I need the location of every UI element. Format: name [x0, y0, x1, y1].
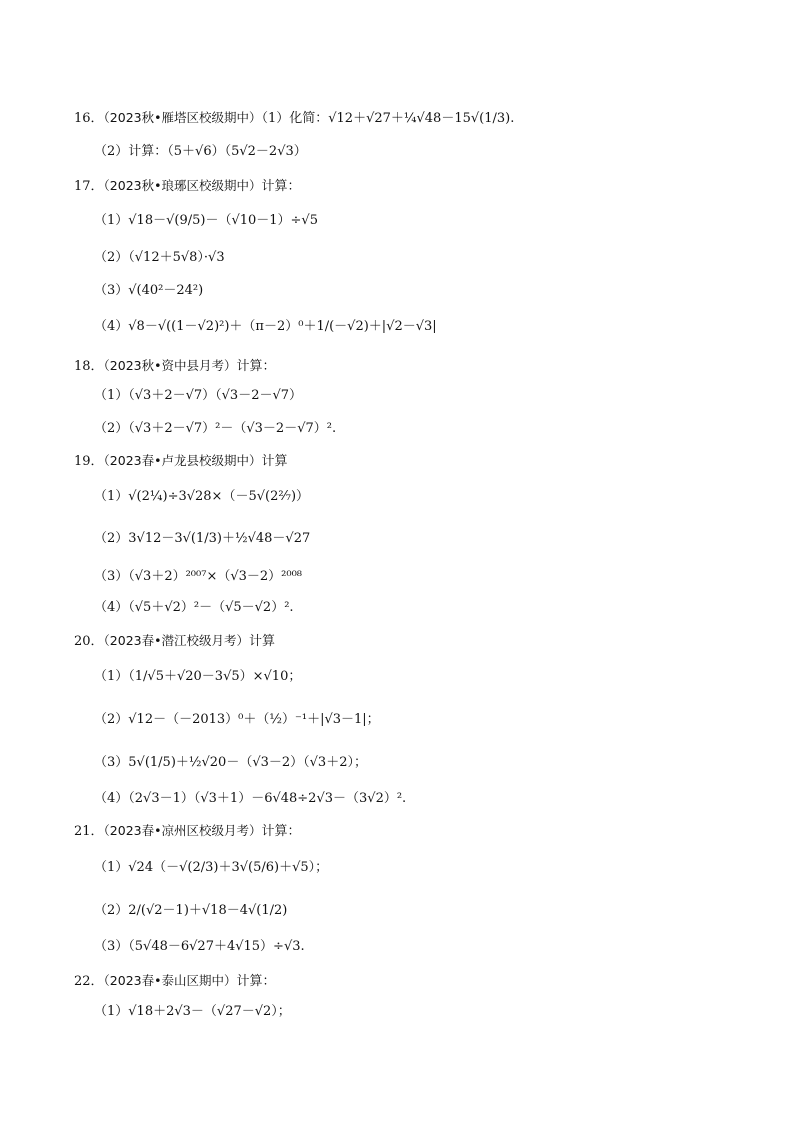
question-21 [74, 822, 301, 841]
question-source: （2023秋•资中县月考） [103, 358, 237, 373]
question-number: 22． [74, 974, 104, 989]
question-stem: 计算 [248, 634, 275, 649]
question-number: 16． [74, 111, 104, 126]
question-number: 17． [74, 179, 104, 194]
sub-question: （2）（√12＋5√8）·√3 [94, 250, 225, 265]
question-stem: 计算： [261, 824, 301, 839]
question-source: （2023春•凉州区校级月考） [103, 823, 262, 838]
question-stem: 计算： [261, 179, 301, 194]
sub-question: （2）√12－（－2013）⁰＋（½）⁻¹＋|√3－1|； [94, 712, 380, 727]
question-source: （2023春•潜江校级月考） [103, 633, 249, 648]
sub-question: （4）（2√3－1）（√3＋1）－6√48÷2√3－（3√2）². [94, 791, 407, 806]
sub-question: （3）（5√48－6√27＋4√15）÷√3. [94, 939, 305, 954]
sub-question: （1）（1/√5＋√20－3√5）×√10； [94, 669, 302, 684]
question-22 [74, 972, 276, 991]
question-number: 18． [74, 359, 104, 374]
sub-question: （1）√(2¼)÷3√28×（－5√(2²⁄₇)） [94, 489, 310, 504]
sub-question: （2）2/(√2－1)＋√18－4√(1/2) [94, 903, 288, 918]
sub-question: （3）（√3＋2）²⁰⁰⁷×（√3－2）²⁰⁰⁸ [94, 569, 303, 584]
question-stem: （1）化简：√12＋√27＋¼√48－15√(1/3). [261, 111, 515, 126]
question-20 [74, 632, 275, 651]
question-stem: 计算 [261, 454, 288, 469]
sub-question: （4）√8－√((1－√2)²)＋（π－2）⁰＋1/(－√2)＋|√2－√3| [94, 319, 437, 334]
sub-question: （4）（√5＋√2）²－（√5－√2）². [94, 600, 294, 615]
question-number: 20． [74, 634, 104, 649]
sub-question: （3）5√(1/5)＋½√20－（√3－2）（√3＋2）； [94, 755, 367, 770]
question-17 [74, 177, 301, 196]
question-source: （2023春•卢龙县校级期中） [103, 453, 262, 468]
question-source: （2023春•泰山区期中） [103, 973, 237, 988]
sub-question: （1）（√3＋2－√7）（√3－2－√7） [94, 388, 303, 403]
sub-question: （1）√18＋2√3－（√27－√2）； [94, 1004, 291, 1019]
question-source: （2023秋•琅琊区校级期中） [103, 178, 262, 193]
sub-question: （2）（√3＋2－√7）²－（√3－2－√7）². [94, 421, 337, 436]
sub-question: （2）3√12－3√(1/3)＋½√48－√27 [94, 531, 311, 546]
question-16 [74, 109, 514, 128]
sub-question: （1）√18－√(9/5)－（√10－1）÷√5 [94, 213, 318, 228]
question-number: 19． [74, 454, 104, 469]
question-source: （2023秋•雁塔区校级期中） [103, 110, 262, 125]
question-18 [74, 357, 276, 376]
sub-question: （3）√(40²－24²) [94, 283, 204, 298]
sub-question: （1）√24（－√(2/3)＋3√(5/6)＋√5）； [94, 860, 329, 875]
question-number: 21． [74, 824, 104, 839]
sub-question: （2）计算：（5＋√6）（5√2－2√3） [94, 144, 307, 159]
question-19 [74, 452, 288, 471]
question-stem: 计算： [236, 974, 276, 989]
question-stem: 计算： [236, 359, 276, 374]
